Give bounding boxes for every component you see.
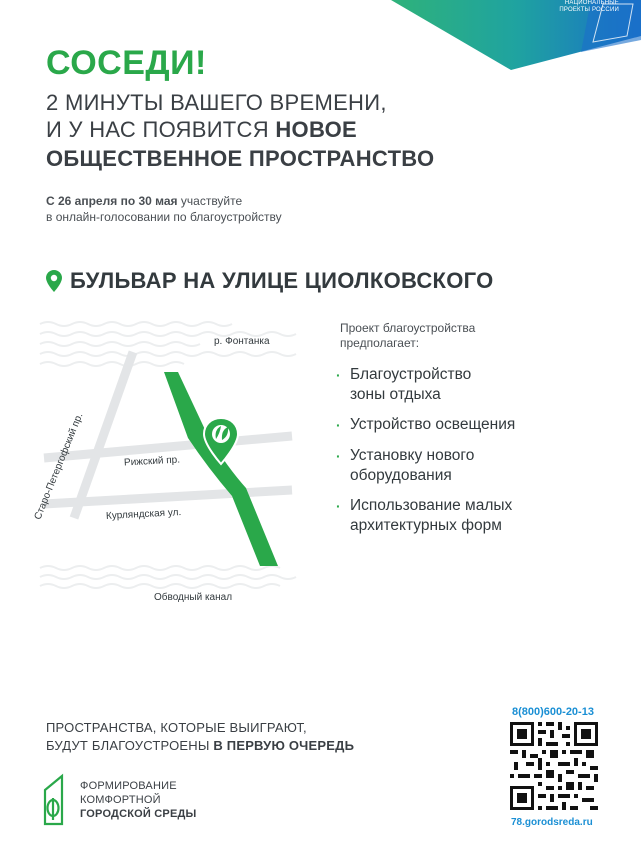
logo-line2: КОМФОРТНОЙ xyxy=(80,794,161,806)
phone-number[interactable]: 8(800)600-20-13 xyxy=(512,706,594,718)
bullet-icon: · xyxy=(336,417,341,433)
logo-line3: ГОРОДСКОЙ СРЕДЫ xyxy=(80,808,197,820)
item-line2: архитектурных форм xyxy=(350,516,502,534)
subheadline-line1: 2 МИНУТЫ ВАШЕГО ВРЕМЕНИ, xyxy=(46,90,387,115)
gorodsreda-logo xyxy=(42,772,197,828)
headline: СОСЕДИ! xyxy=(46,44,207,82)
footer-line2-bold: В ПЕРВУЮ ОЧЕРЕДЬ xyxy=(213,738,355,753)
item-line2: оборудования xyxy=(350,466,452,484)
national-projects-text: НАЦИОНАЛЬНЫЕ ПРОЕКТЫ РОССИИ xyxy=(559,0,619,13)
bullet-icon: · xyxy=(336,367,341,383)
subheadline-line2 xyxy=(46,117,357,143)
list-item xyxy=(336,365,515,404)
project-list xyxy=(336,365,515,546)
website-link[interactable]: 78.gorodsreda.ru xyxy=(511,817,593,828)
item-line1: Использование малых xyxy=(350,497,513,514)
location-title xyxy=(46,268,494,294)
item-line2: зоны отдыха xyxy=(350,385,441,403)
project-intro xyxy=(340,321,475,351)
map-label-obvodny: Обводный канал xyxy=(154,592,233,603)
location-title-text: БУЛЬВАР НА УЛИЦЕ ЦИОЛКОВСКОГО xyxy=(70,268,494,293)
dates-regular2: в онлайн-голосовании по благоустройству xyxy=(46,210,282,224)
subheadline-line2-bold: НОВОЕ xyxy=(275,117,357,142)
subheadline-line3: ОБЩЕСТВЕННОЕ ПРОСТРАНСТВО xyxy=(46,146,435,171)
location-pin-icon xyxy=(46,270,62,292)
list-item xyxy=(336,415,515,435)
item-line1: Благоустройство xyxy=(350,366,472,383)
footer-slogan xyxy=(46,719,354,755)
qr-code-icon[interactable] xyxy=(510,722,598,810)
project-intro-line2: предполагает: xyxy=(340,336,420,350)
map-label-rizhsky: Рижский пр. xyxy=(123,454,181,469)
list-item xyxy=(336,446,515,485)
logo-text xyxy=(80,779,197,821)
dates-bold: С 26 апреля по 30 мая xyxy=(46,194,178,208)
dates-regular1: участвуйте xyxy=(177,194,243,208)
map-label-fontanka: р. Фонтанка xyxy=(214,336,270,347)
footer-line1: ПРОСТРАНСТВА, КОТОРЫЕ ВЫИГРАЮТ, xyxy=(46,720,307,735)
map-label-kurlyandskaya: Курляндская ул. xyxy=(105,507,182,522)
logo-line1: ФОРМИРОВАНИЕ xyxy=(80,780,177,792)
list-item xyxy=(336,496,515,535)
subheadline-line2-regular: И У НАС ПОЯВИТСЯ xyxy=(46,117,276,142)
comfort-city-logo-icon xyxy=(42,772,70,828)
item-line1: Устройство освещения xyxy=(350,416,516,433)
item-line1: Установку нового xyxy=(350,447,475,464)
bullet-icon: · xyxy=(336,448,341,464)
voting-dates xyxy=(46,193,282,225)
map-label-staro: Старо-Петергофский пр. xyxy=(32,411,86,522)
location-map xyxy=(32,318,300,618)
footer-line2-regular: БУДУТ БЛАГОУСТРОЕНЫ xyxy=(46,738,214,753)
bullet-icon: · xyxy=(336,498,341,514)
project-intro-line1: Проект благоустройства xyxy=(340,321,476,335)
